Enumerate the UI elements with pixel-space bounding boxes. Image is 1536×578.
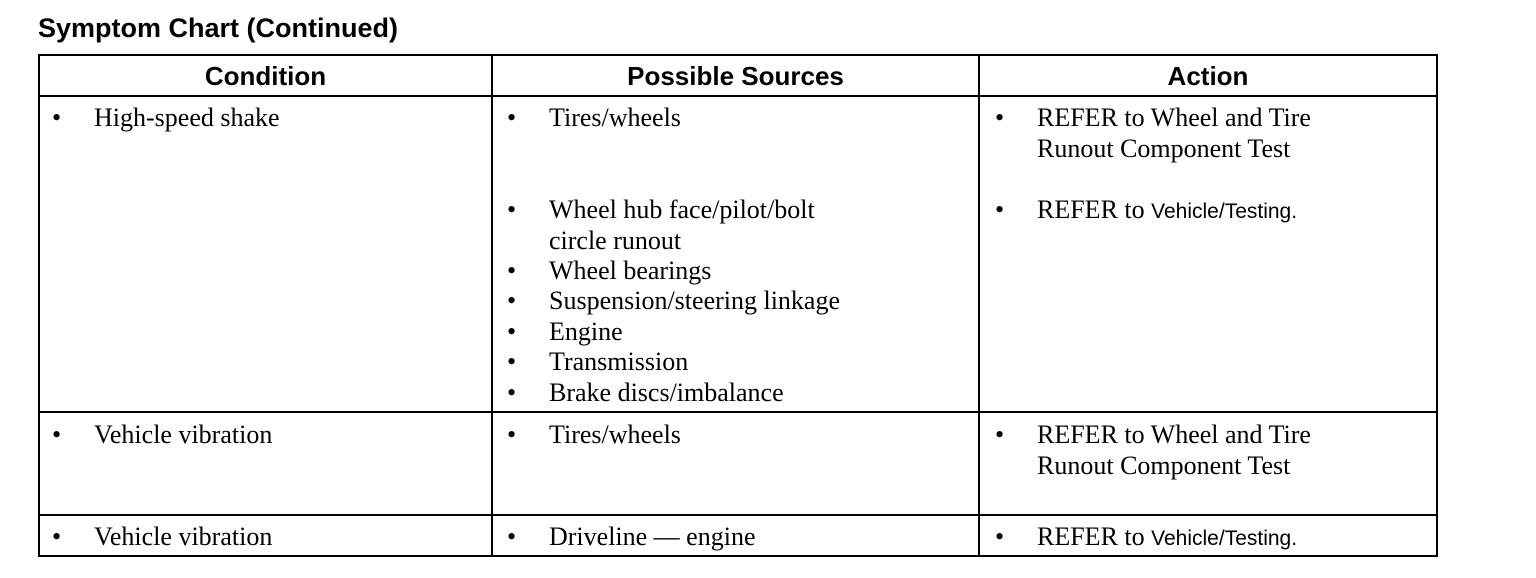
source-text: Brake discs/imbalance xyxy=(549,378,784,407)
page-title: Symptom Chart (Continued) xyxy=(38,13,398,43)
bullet-icon: • xyxy=(507,420,517,449)
action-text: Runout Component Test xyxy=(1037,450,1291,480)
source-item xyxy=(507,195,815,256)
action-text: REFER to xyxy=(1037,522,1145,551)
action-item xyxy=(995,522,1298,555)
row-divider xyxy=(38,514,1438,516)
reference-link: Vehicle/Testing. xyxy=(1151,527,1298,550)
column-header-condition: Condition xyxy=(204,60,327,91)
source-text: Driveline — engine xyxy=(549,522,756,551)
condition-text: Vehicle vibration xyxy=(94,522,273,551)
bullet-icon: • xyxy=(507,256,517,285)
source-text: Tires/wheels xyxy=(549,103,681,132)
source-text: Engine xyxy=(549,317,623,346)
action-item xyxy=(995,195,1298,228)
bullet-icon: • xyxy=(507,103,517,132)
bullet-icon: • xyxy=(507,378,517,407)
source-text: Tires/wheels xyxy=(549,420,681,449)
bullet-icon: • xyxy=(507,195,517,224)
source-item xyxy=(507,420,681,451)
source-text: circle runout xyxy=(549,225,682,255)
bullet-icon: • xyxy=(52,522,62,551)
action-text: REFER to Wheel and Tire xyxy=(1037,103,1311,132)
source-text: Wheel bearings xyxy=(549,256,712,285)
bullet-icon: • xyxy=(995,103,1005,132)
source-item xyxy=(507,347,689,378)
condition-text: Vehicle vibration xyxy=(94,420,273,449)
column-divider xyxy=(491,54,493,557)
action-text: REFER to Wheel and Tire xyxy=(1037,420,1311,449)
bullet-icon: • xyxy=(995,522,1005,551)
source-item xyxy=(507,378,784,409)
bullet-icon: • xyxy=(52,103,62,132)
condition-text: High-speed shake xyxy=(94,103,280,132)
condition-cell xyxy=(52,103,280,134)
source-text: Wheel hub face/pilot/bolt xyxy=(549,195,815,224)
source-item xyxy=(507,317,623,348)
condition-cell xyxy=(52,420,273,451)
source-text: Suspension/steering linkage xyxy=(549,286,841,315)
bullet-icon: • xyxy=(52,420,62,449)
action-item xyxy=(995,420,1311,481)
source-item xyxy=(507,256,712,287)
source-text: Transmission xyxy=(549,347,689,376)
bullet-icon: • xyxy=(507,347,517,376)
bullet-icon: • xyxy=(995,420,1005,449)
bullet-icon: • xyxy=(507,286,517,315)
action-text: REFER to xyxy=(1037,195,1145,224)
action-item xyxy=(995,103,1311,164)
column-divider xyxy=(978,54,980,557)
bullet-icon: • xyxy=(995,195,1005,224)
column-header-action: Action xyxy=(1167,60,1249,91)
bullet-icon: • xyxy=(507,317,517,346)
bullet-icon: • xyxy=(507,522,517,551)
action-text: Runout Component Test xyxy=(1037,133,1291,163)
source-item xyxy=(507,522,756,553)
row-divider xyxy=(38,411,1438,413)
reference-link: Vehicle/Testing. xyxy=(1151,200,1298,223)
source-item xyxy=(507,286,841,317)
source-item xyxy=(507,103,681,134)
column-header-sources: Possible Sources xyxy=(627,60,844,91)
condition-cell xyxy=(52,522,273,553)
